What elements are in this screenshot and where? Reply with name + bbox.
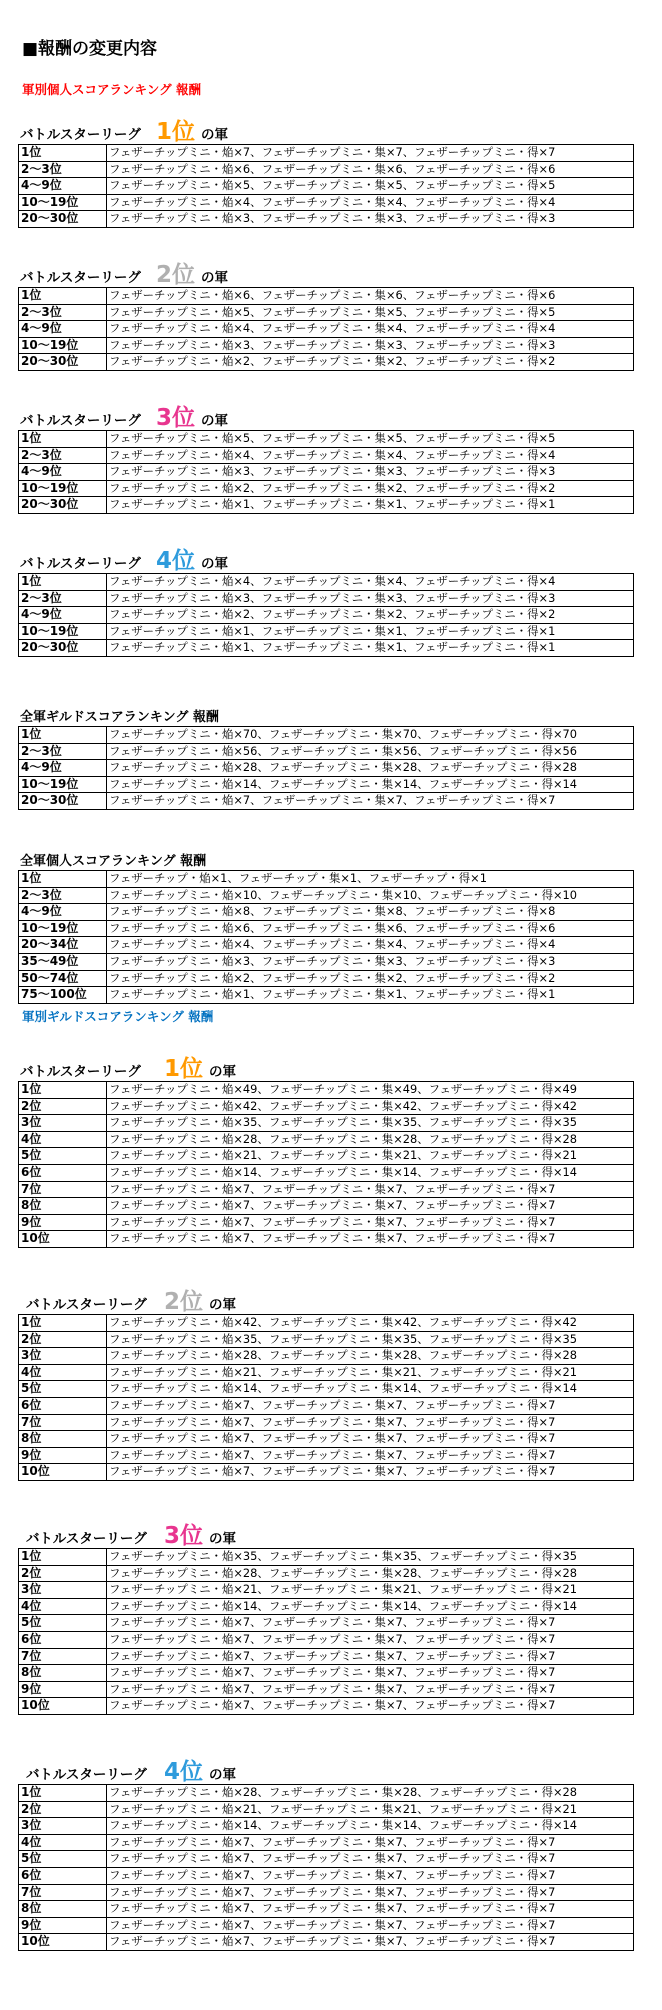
block-heading (18, 1523, 634, 1549)
rank-cell: 5位 (19, 1851, 107, 1868)
table-row (19, 194, 634, 211)
reward-cell: フェザーチップミニ・焔×49、フェザーチップミニ・集×49、フェザーチップミニ・得×49 (107, 1082, 634, 1099)
table-row (19, 1331, 634, 1348)
rank-cell: 2～3位 (19, 304, 107, 321)
reward-cell: フェザーチップミニ・焔×7、フェザーチップミニ・集×7、フェザーチップミニ・得×7 (107, 1934, 634, 1951)
reward-cell: フェザーチップミニ・焔×7、フェザーチップミニ・集×7、フェザーチップミニ・得×7 (107, 793, 634, 810)
rank-cell: 3位 (19, 1348, 107, 1365)
table-row (19, 607, 634, 624)
rank-cell: 20～30位 (19, 211, 107, 228)
rank-cell: 7位 (19, 1414, 107, 1431)
rank-cell: 10～19位 (19, 623, 107, 640)
army-suffix: の軍 (201, 556, 228, 572)
rank-cell: 20～30位 (19, 793, 107, 810)
reward-cell: フェザーチップミニ・焔×21、フェザーチップミニ・集×21、フェザーチップミニ・得×21 (107, 1148, 634, 1165)
table-row (19, 871, 634, 888)
table-row (19, 464, 634, 481)
table-row (19, 1164, 634, 1181)
table-row (19, 1631, 634, 1648)
reward-cell: フェザーチップミニ・焔×1、フェザーチップミニ・集×1、フェザーチップミニ・得×1 (107, 497, 634, 514)
rank-cell: 2～3位 (19, 887, 107, 904)
army-suffix: の軍 (201, 127, 228, 143)
table-row (19, 1431, 634, 1448)
reward-block (18, 708, 634, 810)
reward-cell: フェザーチップミニ・焔×7、フェザーチップミニ・集×7、フェザーチップミニ・得×7 (107, 1615, 634, 1632)
reward-cell: フェザーチップミニ・焔×10、フェザーチップミニ・集×10、フェザーチップミニ・得×10 (107, 887, 634, 904)
rank-cell: 4位 (19, 1834, 107, 1851)
block-heading (18, 1056, 634, 1082)
reward-cell: フェザーチップミニ・焔×7、フェザーチップミニ・集×7、フェザーチップミニ・得×7 (107, 1917, 634, 1934)
table-row (19, 1447, 634, 1464)
table-row (19, 1397, 634, 1414)
rank-cell: 1位 (19, 1082, 107, 1099)
rank-cell: 7位 (19, 1884, 107, 1901)
reward-cell: フェザーチップミニ・焔×7、フェザーチップミニ・集×7、フェザーチップミニ・得×7 (107, 1681, 634, 1698)
reward-cell: フェザーチップミニ・焔×3、フェザーチップミニ・集×3、フェザーチップミニ・得×3 (107, 337, 634, 354)
reward-cell: フェザーチップミニ・焔×5、フェザーチップミニ・集×5、フェザーチップミニ・得×5 (107, 304, 634, 321)
reward-cell: フェザーチップミニ・焔×4、フェザーチップミニ・集×4、フェザーチップミニ・得×4 (107, 937, 634, 954)
rank-cell: 1位 (19, 871, 107, 888)
table-row (19, 1615, 634, 1632)
army-rank: 3位 (164, 1523, 204, 1549)
table-row (19, 1082, 634, 1099)
reward-cell: フェザーチップミニ・焔×3、フェザーチップミニ・集×3、フェザーチップミニ・得×3 (107, 464, 634, 481)
reward-cell: フェザーチップミニ・焔×42、フェザーチップミニ・集×42、フェザーチップミニ・得×42 (107, 1098, 634, 1115)
table-row (19, 574, 634, 591)
army-suffix: の軍 (209, 1767, 236, 1783)
reward-table (18, 1784, 634, 1951)
reward-cell: フェザーチップミニ・焔×70、フェザーチップミニ・集×70、フェザーチップミニ・得×70 (107, 727, 634, 744)
table-row (19, 161, 634, 178)
reward-cell: フェザーチップミニ・焔×2、フェザーチップミニ・集×2、フェザーチップミニ・得×2 (107, 607, 634, 624)
rank-cell: 75～100位 (19, 987, 107, 1004)
rank-cell: 2～3位 (19, 590, 107, 607)
rank-cell: 20～30位 (19, 354, 107, 371)
block-heading (18, 119, 634, 145)
army-rank: 1位 (156, 119, 196, 145)
rank-cell: 4位 (19, 1364, 107, 1381)
table-row (19, 1131, 634, 1148)
reward-table (18, 573, 634, 657)
league-label: バトルスターリーグ (26, 1531, 147, 1547)
rank-cell: 1位 (19, 1785, 107, 1802)
reward-cell: フェザーチップミニ・焔×7、フェザーチップミニ・集×7、フェザーチップミニ・得×7 (107, 1464, 634, 1481)
table-row (19, 1785, 634, 1802)
table-row (19, 1801, 634, 1818)
rank-cell: 10～19位 (19, 194, 107, 211)
rank-cell: 1位 (19, 431, 107, 448)
rank-cell: 2位 (19, 1098, 107, 1115)
rank-cell: 20～30位 (19, 497, 107, 514)
rank-cell: 5位 (19, 1381, 107, 1398)
table-row (19, 321, 634, 338)
reward-cell: フェザーチップミニ・焔×21、フェザーチップミニ・集×21、フェザーチップミニ・得×21 (107, 1801, 634, 1818)
table-row (19, 590, 634, 607)
table-row (19, 1214, 634, 1231)
reward-cell: フェザーチップミニ・焔×4、フェザーチップミニ・集×4、フェザーチップミニ・得×4 (107, 194, 634, 211)
reward-cell: フェザーチップミニ・焔×7、フェザーチップミニ・集×7、フェザーチップミニ・得×7 (107, 1834, 634, 1851)
rank-cell: 6位 (19, 1164, 107, 1181)
table-row (19, 1348, 634, 1365)
reward-cell: フェザーチップミニ・焔×8、フェザーチップミニ・集×8、フェザーチップミニ・得×8 (107, 904, 634, 921)
rank-cell: 2位 (19, 1565, 107, 1582)
reward-cell: フェザーチップミニ・焔×21、フェザーチップミニ・集×21、フェザーチップミニ・得×21 (107, 1364, 634, 1381)
table-row (19, 1582, 634, 1599)
reward-cell: フェザーチップミニ・焔×5、フェザーチップミニ・集×5、フェザーチップミニ・得×5 (107, 431, 634, 448)
reward-cell: フェザーチップミニ・焔×28、フェザーチップミニ・集×28、フェザーチップミニ・得×28 (107, 1348, 634, 1365)
rank-cell: 6位 (19, 1631, 107, 1648)
table-row (19, 304, 634, 321)
reward-cell: フェザーチップミニ・焔×21、フェザーチップミニ・集×21、フェザーチップミニ・得×21 (107, 1582, 634, 1599)
rank-cell: 4～9位 (19, 178, 107, 195)
table-row (19, 1414, 634, 1431)
reward-cell: フェザーチップミニ・焔×7、フェザーチップミニ・集×7、フェザーチップミニ・得×7 (107, 1884, 634, 1901)
reward-cell: フェザーチップミニ・焔×6、フェザーチップミニ・集×6、フェザーチップミニ・得×6 (107, 920, 634, 937)
table-row (19, 1231, 634, 1248)
reward-cell: フェザーチップミニ・焔×42、フェザーチップミニ・集×42、フェザーチップミニ・得×42 (107, 1315, 634, 1332)
table-row (19, 887, 634, 904)
reward-table (18, 1314, 634, 1481)
table-row (19, 953, 634, 970)
reward-cell: フェザーチップミニ・焔×7、フェザーチップミニ・集×7、フェザーチップミニ・得×7 (107, 1181, 634, 1198)
rank-cell: 2位 (19, 1331, 107, 1348)
army-rank: 4位 (164, 1759, 204, 1785)
rank-cell: 20～34位 (19, 937, 107, 954)
table-row (19, 1364, 634, 1381)
block-heading (18, 708, 634, 726)
reward-cell: フェザーチップミニ・焔×28、フェザーチップミニ・集×28、フェザーチップミニ・得×28 (107, 760, 634, 777)
rank-cell: 1位 (19, 288, 107, 305)
rank-cell: 1位 (19, 1315, 107, 1332)
rank-cell: 35～49位 (19, 953, 107, 970)
army-suffix: の軍 (209, 1531, 236, 1547)
reward-cell: フェザーチップミニ・焔×1、フェザーチップミニ・集×1、フェザーチップミニ・得×1 (107, 640, 634, 657)
rank-cell: 7位 (19, 1181, 107, 1198)
table-row (19, 1698, 634, 1715)
rank-cell: 2～3位 (19, 447, 107, 464)
rank-cell: 8位 (19, 1431, 107, 1448)
reward-cell: フェザーチップミニ・焔×3、フェザーチップミニ・集×3、フェザーチップミニ・得×3 (107, 953, 634, 970)
reward-block (18, 1289, 634, 1481)
table-row (19, 1681, 634, 1698)
reward-block (18, 1759, 634, 1951)
reward-cell: フェザーチップミニ・焔×56、フェザーチップミニ・集×56、フェザーチップミニ・得×56 (107, 743, 634, 760)
table-row (19, 1315, 634, 1332)
league-label: バトルスターリーグ (20, 1064, 141, 1080)
reward-cell: フェザーチップミニ・焔×7、フェザーチップミニ・集×7、フェザーチップミニ・得×7 (107, 1698, 634, 1715)
table-row (19, 1867, 634, 1884)
reward-cell: フェザーチップミニ・焔×35、フェザーチップミニ・集×35、フェザーチップミニ・得×35 (107, 1549, 634, 1566)
table-row (19, 1181, 634, 1198)
army-suffix: の軍 (209, 1297, 236, 1313)
reward-cell: フェザーチップミニ・焔×7、フェザーチップミニ・集×7、フェザーチップミニ・得×7 (107, 1431, 634, 1448)
table-row (19, 1648, 634, 1665)
reward-cell: フェザーチップミニ・焔×7、フェザーチップミニ・集×7、フェザーチップミニ・得×7 (107, 1447, 634, 1464)
table-row (19, 776, 634, 793)
reward-cell: フェザーチップミニ・焔×7、フェザーチップミニ・集×7、フェザーチップミニ・得×7 (107, 1214, 634, 1231)
reward-table (18, 144, 634, 228)
rank-cell: 4位 (19, 1598, 107, 1615)
table-row (19, 1834, 634, 1851)
table-row (19, 145, 634, 162)
reward-cell: フェザーチップミニ・焔×7、フェザーチップミニ・集×7、フェザーチップミニ・得×7 (107, 1665, 634, 1682)
section-heading-guild: 軍別ギルドスコアランキング 報酬 (22, 1009, 214, 1024)
army-rank: 1位 (164, 1056, 204, 1082)
reward-cell: フェザーチップミニ・焔×2、フェザーチップミニ・集×2、フェザーチップミニ・得×2 (107, 480, 634, 497)
reward-cell: フェザーチップミニ・焔×2、フェザーチップミニ・集×2、フェザーチップミニ・得×2 (107, 970, 634, 987)
section-heading-individual: 軍別個人スコアランキング 報酬 (22, 82, 201, 97)
reward-cell: フェザーチップミニ・焔×14、フェザーチップミニ・集×14、フェザーチップミニ・得×14 (107, 1381, 634, 1398)
reward-block (18, 1056, 634, 1248)
table-row (19, 1665, 634, 1682)
table-row (19, 987, 634, 1004)
table-row (19, 760, 634, 777)
table-row (19, 431, 634, 448)
block-heading (18, 1759, 634, 1785)
table-row (19, 1464, 634, 1481)
league-label: バトルスターリーグ (20, 556, 141, 572)
rank-cell: 1位 (19, 145, 107, 162)
army-rank: 2位 (156, 262, 196, 288)
table-row (19, 937, 634, 954)
table-row (19, 480, 634, 497)
reward-cell: フェザーチップミニ・焔×4、フェザーチップミニ・集×4、フェザーチップミニ・得×4 (107, 321, 634, 338)
table-row (19, 354, 634, 371)
rank-cell: 9位 (19, 1214, 107, 1231)
table-row (19, 1851, 634, 1868)
reward-cell: フェザーチップミニ・焔×7、フェザーチップミニ・集×7、フェザーチップミニ・得×7 (107, 1198, 634, 1215)
rank-cell: 10～19位 (19, 776, 107, 793)
reward-cell: フェザーチップミニ・焔×7、フェザーチップミニ・集×7、フェザーチップミニ・得×7 (107, 1397, 634, 1414)
rank-cell: 4～9位 (19, 607, 107, 624)
table-row (19, 178, 634, 195)
reward-cell: フェザーチップミニ・焔×7、フェザーチップミニ・集×7、フェザーチップミニ・得×7 (107, 1901, 634, 1918)
rank-cell: 10位 (19, 1231, 107, 1248)
block-title: 全軍ギルドスコアランキング 報酬 (20, 710, 219, 725)
league-label: バトルスターリーグ (26, 1297, 147, 1313)
reward-cell: フェザーチップミニ・焔×7、フェザーチップミニ・集×7、フェザーチップミニ・得×7 (107, 1231, 634, 1248)
rank-cell: 7位 (19, 1648, 107, 1665)
table-row (19, 970, 634, 987)
rank-cell: 4～9位 (19, 321, 107, 338)
block-heading (18, 262, 634, 288)
table-row (19, 1934, 634, 1951)
block-heading (18, 405, 634, 431)
table-row (19, 1098, 634, 1115)
table-row (19, 447, 634, 464)
rank-cell: 10～19位 (19, 920, 107, 937)
reward-table (18, 1081, 634, 1248)
rank-cell: 5位 (19, 1148, 107, 1165)
rank-cell: 50～74位 (19, 970, 107, 987)
reward-cell: フェザーチップミニ・焔×6、フェザーチップミニ・集×6、フェザーチップミニ・得×6 (107, 288, 634, 305)
table-row (19, 904, 634, 921)
block-heading (18, 548, 634, 574)
block-title: 全軍個人スコアランキング 報酬 (20, 854, 207, 869)
league-label: バトルスターリーグ (26, 1767, 147, 1783)
reward-table (18, 870, 634, 1004)
reward-block (18, 262, 634, 371)
table-row (19, 793, 634, 810)
rank-cell: 5位 (19, 1615, 107, 1632)
table-row (19, 1565, 634, 1582)
reward-cell: フェザーチップミニ・焔×2、フェザーチップミニ・集×2、フェザーチップミニ・得×2 (107, 354, 634, 371)
table-row (19, 497, 634, 514)
rank-cell: 2位 (19, 1801, 107, 1818)
reward-cell: フェザーチップミニ・焔×14、フェザーチップミニ・集×14、フェザーチップミニ・得×14 (107, 1818, 634, 1835)
rank-cell: 3位 (19, 1818, 107, 1835)
table-row (19, 640, 634, 657)
rank-cell: 2～3位 (19, 161, 107, 178)
reward-cell: フェザーチップミニ・焔×28、フェザーチップミニ・集×28、フェザーチップミニ・得×28 (107, 1131, 634, 1148)
army-rank: 2位 (164, 1289, 204, 1315)
league-label: バトルスターリーグ (20, 270, 141, 286)
table-row (19, 1818, 634, 1835)
table-row (19, 727, 634, 744)
reward-block (18, 1523, 634, 1715)
table-row (19, 1549, 634, 1566)
rank-cell: 4～9位 (19, 464, 107, 481)
rank-cell: 1位 (19, 574, 107, 591)
rank-cell: 9位 (19, 1447, 107, 1464)
rank-cell: 3位 (19, 1115, 107, 1132)
block-heading (18, 852, 634, 870)
reward-block (18, 119, 634, 228)
reward-cell: フェザーチップミニ・焔×7、フェザーチップミニ・集×7、フェザーチップミニ・得×7 (107, 1851, 634, 1868)
rank-cell: 4～9位 (19, 904, 107, 921)
rank-cell: 8位 (19, 1665, 107, 1682)
table-row (19, 1884, 634, 1901)
rank-cell: 10位 (19, 1934, 107, 1951)
rank-cell: 9位 (19, 1681, 107, 1698)
table-row (19, 211, 634, 228)
rank-cell: 6位 (19, 1867, 107, 1884)
reward-table (18, 726, 634, 810)
reward-cell: フェザーチップミニ・焔×7、フェザーチップミニ・集×7、フェザーチップミニ・得×7 (107, 1414, 634, 1431)
reward-cell: フェザーチップミニ・焔×14、フェザーチップミニ・集×14、フェザーチップミニ・得×14 (107, 776, 634, 793)
rank-cell: 8位 (19, 1901, 107, 1918)
reward-table (18, 430, 634, 514)
reward-cell: フェザーチップミニ・焔×4、フェザーチップミニ・集×4、フェザーチップミニ・得×4 (107, 574, 634, 591)
rank-cell: 8位 (19, 1198, 107, 1215)
reward-block (18, 852, 634, 1004)
reward-cell: フェザーチップミニ・焔×3、フェザーチップミニ・集×3、フェザーチップミニ・得×3 (107, 211, 634, 228)
page-title: ■報酬の変更内容 (22, 39, 158, 59)
rank-cell: 4位 (19, 1131, 107, 1148)
rank-cell: 4～9位 (19, 760, 107, 777)
rank-cell: 10位 (19, 1464, 107, 1481)
reward-cell: フェザーチップミニ・焔×1、フェザーチップミニ・集×1、フェザーチップミニ・得×1 (107, 987, 634, 1004)
army-rank: 4位 (156, 548, 196, 574)
reward-block (18, 405, 634, 514)
reward-cell: フェザーチップミニ・焔×28、フェザーチップミニ・集×28、フェザーチップミニ・得×28 (107, 1565, 634, 1582)
reward-cell: フェザーチップ・焔×1、フェザーチップ・集×1、フェザーチップ・得×1 (107, 871, 634, 888)
reward-cell: フェザーチップミニ・焔×5、フェザーチップミニ・集×5、フェザーチップミニ・得×5 (107, 178, 634, 195)
rank-cell: 20～30位 (19, 640, 107, 657)
reward-table (18, 287, 634, 371)
rank-cell: 6位 (19, 1397, 107, 1414)
table-row (19, 1917, 634, 1934)
rank-cell: 3位 (19, 1582, 107, 1599)
reward-cell: フェザーチップミニ・焔×7、フェザーチップミニ・集×7、フェザーチップミニ・得×7 (107, 1867, 634, 1884)
rank-cell: 1位 (19, 1549, 107, 1566)
table-row (19, 288, 634, 305)
table-row (19, 1115, 634, 1132)
table-row (19, 337, 634, 354)
table-row (19, 623, 634, 640)
reward-cell: フェザーチップミニ・焔×28、フェザーチップミニ・集×28、フェザーチップミニ・得×28 (107, 1785, 634, 1802)
reward-cell: フェザーチップミニ・焔×35、フェザーチップミニ・集×35、フェザーチップミニ・得×35 (107, 1115, 634, 1132)
reward-block (18, 548, 634, 657)
reward-cell: フェザーチップミニ・焔×7、フェザーチップミニ・集×7、フェザーチップミニ・得×7 (107, 1648, 634, 1665)
reward-cell: フェザーチップミニ・焔×7、フェザーチップミニ・集×7、フェザーチップミニ・得×7 (107, 1631, 634, 1648)
table-row (19, 920, 634, 937)
table-row (19, 1598, 634, 1615)
rank-cell: 10～19位 (19, 337, 107, 354)
reward-cell: フェザーチップミニ・焔×7、フェザーチップミニ・集×7、フェザーチップミニ・得×7 (107, 145, 634, 162)
table-row (19, 1381, 634, 1398)
reward-cell: フェザーチップミニ・焔×14、フェザーチップミニ・集×14、フェザーチップミニ・得×14 (107, 1598, 634, 1615)
army-rank: 3位 (156, 405, 196, 431)
army-suffix: の軍 (209, 1064, 236, 1080)
league-label: バトルスターリーグ (20, 413, 141, 429)
rank-cell: 1位 (19, 727, 107, 744)
table-row (19, 743, 634, 760)
reward-cell: フェザーチップミニ・焔×4、フェザーチップミニ・集×4、フェザーチップミニ・得×4 (107, 447, 634, 464)
table-row (19, 1148, 634, 1165)
reward-cell: フェザーチップミニ・焔×35、フェザーチップミニ・集×35、フェザーチップミニ・得×35 (107, 1331, 634, 1348)
rank-cell: 10～19位 (19, 480, 107, 497)
block-heading (18, 1289, 634, 1315)
rank-cell: 10位 (19, 1698, 107, 1715)
reward-cell: フェザーチップミニ・焔×3、フェザーチップミニ・集×3、フェザーチップミニ・得×3 (107, 590, 634, 607)
rank-cell: 9位 (19, 1917, 107, 1934)
league-label: バトルスターリーグ (20, 127, 141, 143)
reward-cell: フェザーチップミニ・焔×1、フェザーチップミニ・集×1、フェザーチップミニ・得×1 (107, 623, 634, 640)
reward-cell: フェザーチップミニ・焔×6、フェザーチップミニ・集×6、フェザーチップミニ・得×6 (107, 161, 634, 178)
rank-cell: 2～3位 (19, 743, 107, 760)
table-row (19, 1901, 634, 1918)
table-row (19, 1198, 634, 1215)
army-suffix: の軍 (201, 413, 228, 429)
army-suffix: の軍 (201, 270, 228, 286)
reward-cell: フェザーチップミニ・焔×14、フェザーチップミニ・集×14、フェザーチップミニ・得×14 (107, 1164, 634, 1181)
reward-table (18, 1548, 634, 1715)
